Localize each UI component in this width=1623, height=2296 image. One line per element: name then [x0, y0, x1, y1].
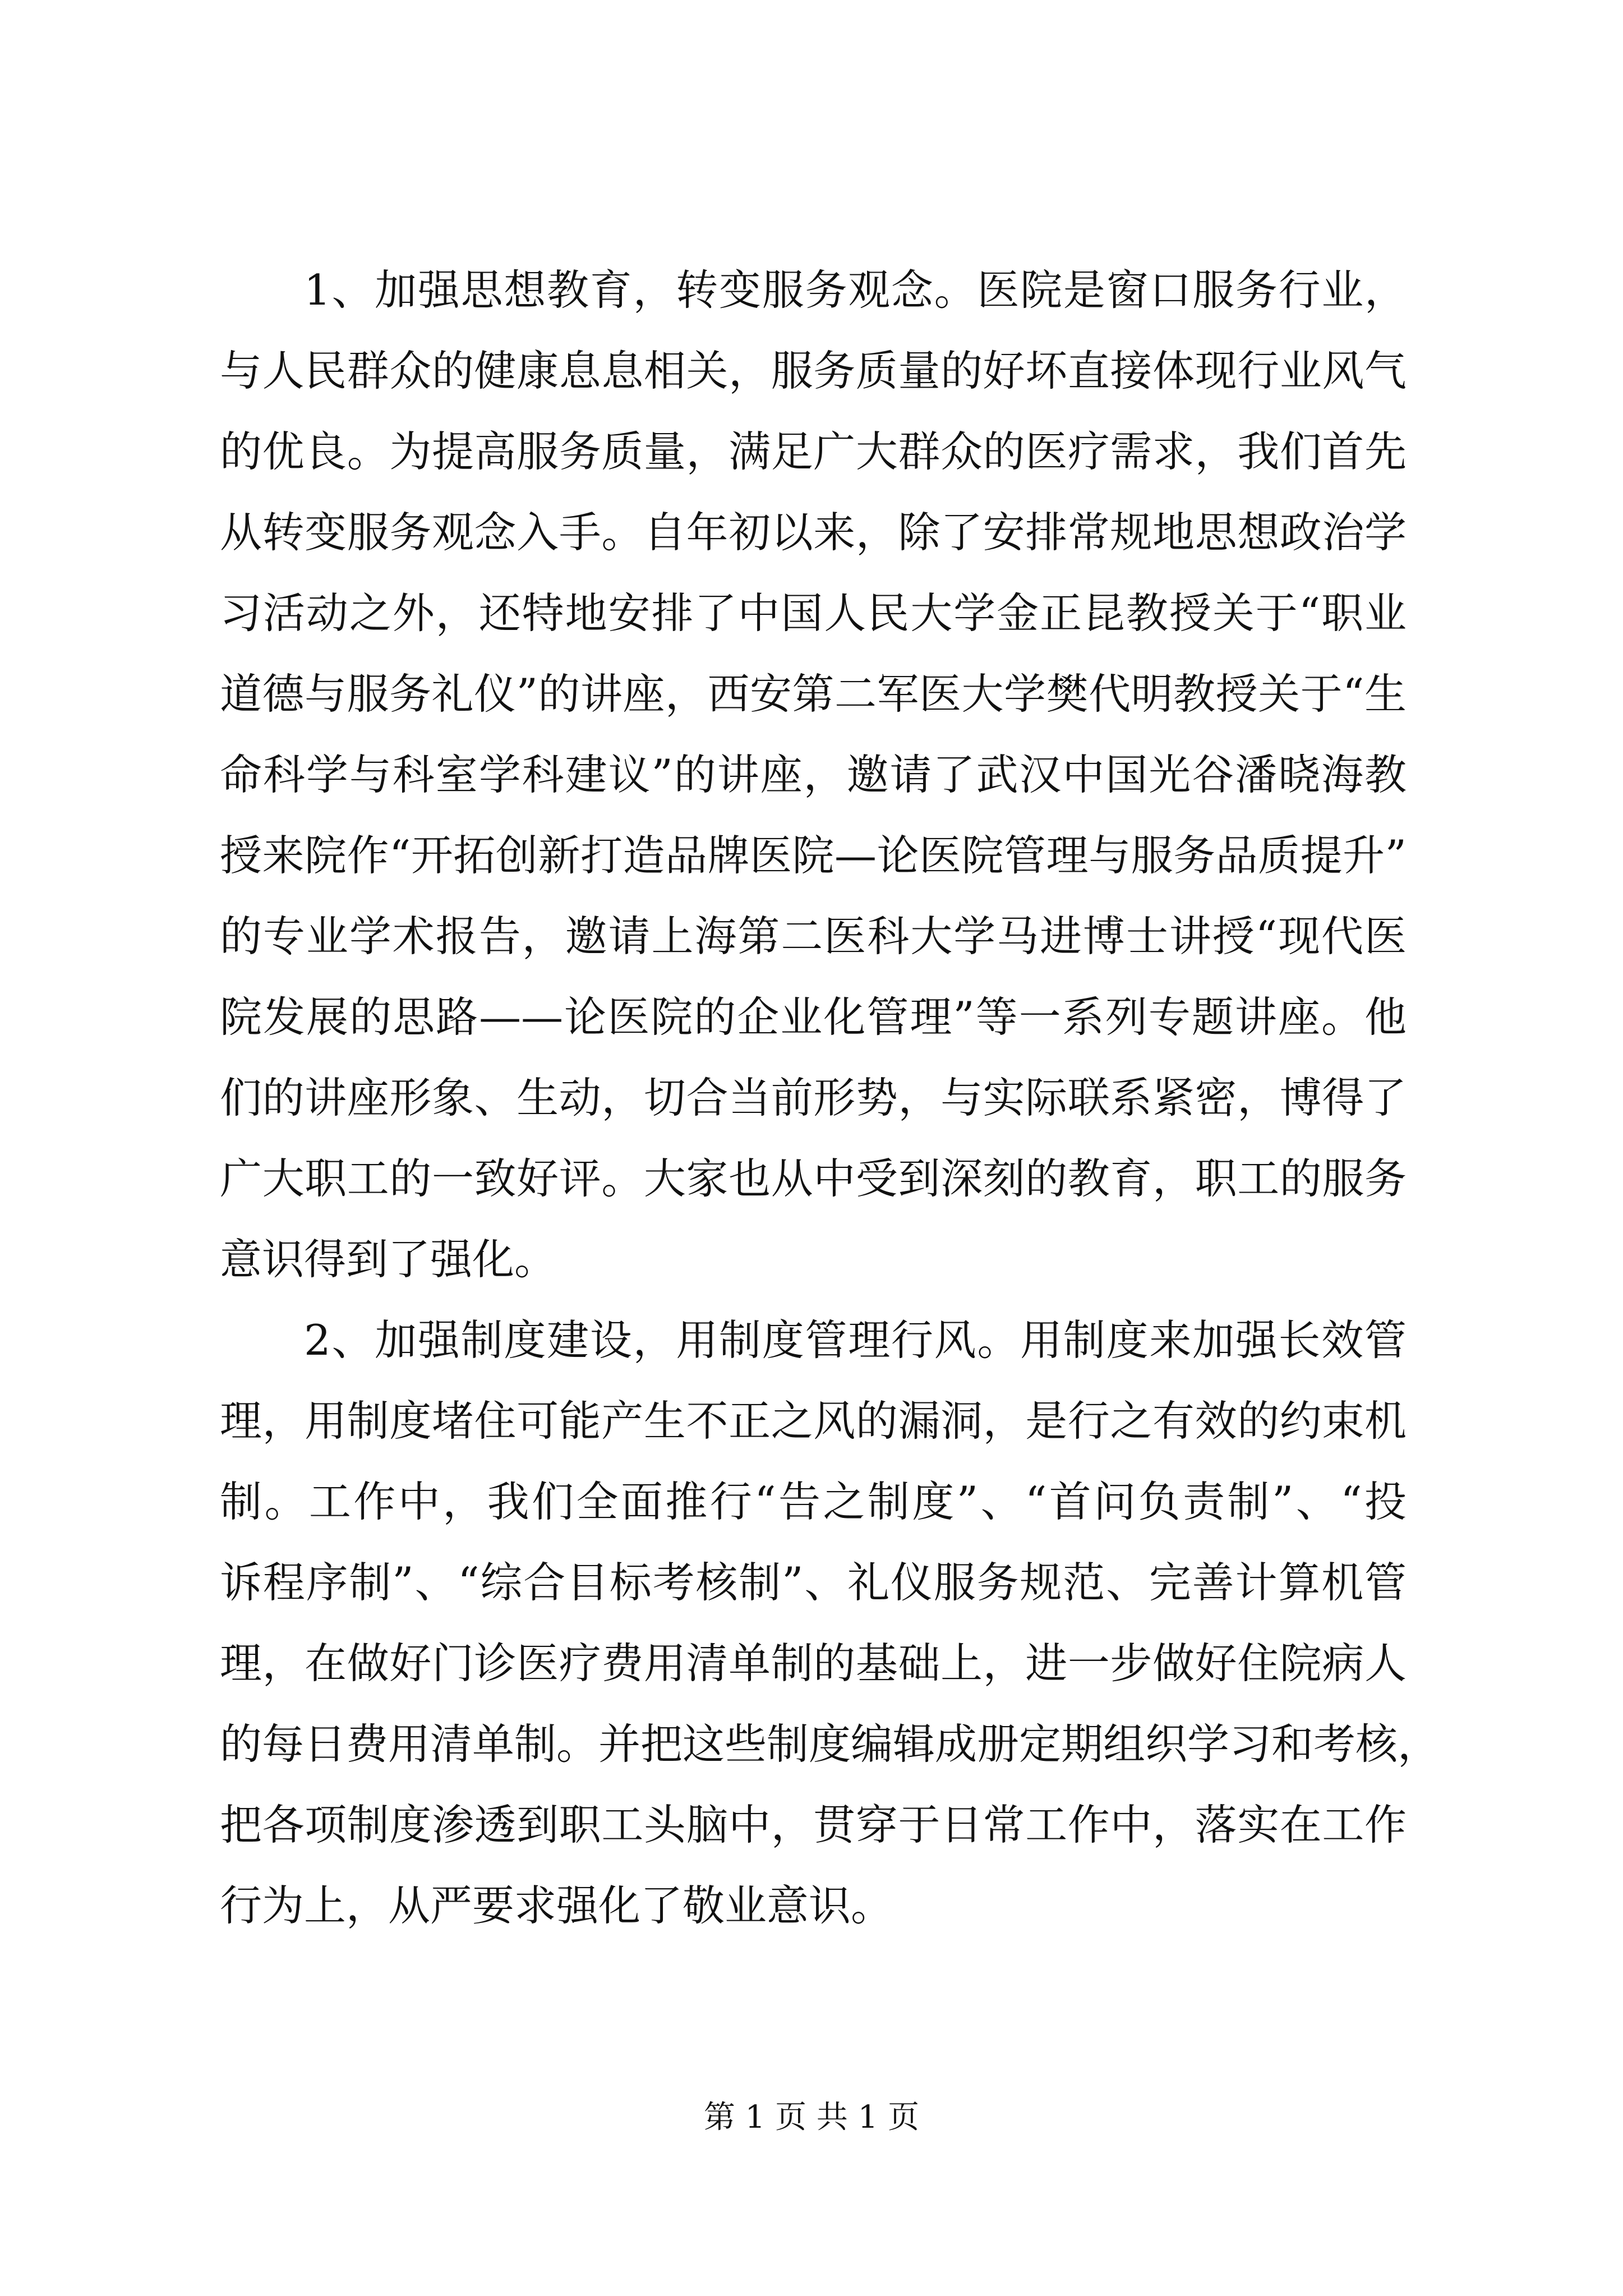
- document-body: [220, 250, 1440, 1946]
- paragraph-line: 的专业学术报告，邀请上海第二医科大学马进博士讲授“现代医: [220, 912, 1407, 961]
- paragraph-line: 理，在做好门诊医疗费用清单制的基础上，进一步做好住院病人: [220, 1639, 1407, 1688]
- paragraph-1: [220, 250, 1407, 1300]
- paragraph-line: 习活动之外，还特地安排了中国人民大学金正昆教授关于“职业: [220, 588, 1407, 638]
- paragraph-line: 意识得到了强化。: [220, 1235, 557, 1284]
- paragraph-line: 授来院作“开拓创新打造品牌医院—论医院管理与服务品质提升”: [220, 831, 1407, 880]
- paragraph-line: 的每日费用清单制。并把这些制度编辑成册定期组织学习和考核，: [220, 1719, 1440, 1769]
- paragraph-line: 从转变服务观念入手。自年初以来，除了安排常规地思想政治学: [220, 508, 1407, 557]
- paragraph-line: 与人民群众的健康息息相关，服务质量的好坏直接体现行业风气: [220, 346, 1407, 395]
- paragraph-line: 命科学与科室学科建议”的讲座，邀请了武汉中国光谷潘晓海教: [220, 750, 1407, 799]
- paragraph-2: [220, 1300, 1440, 1946]
- paragraph-line: 把各项制度渗透到职工头脑中，贯穿于日常工作中，落实在工作: [220, 1800, 1407, 1849]
- page-number-label: 第 1 页 共 1 页: [703, 2099, 920, 2136]
- paragraph-line: 1、加强思想教育，转变服务观念。医院是窗口服务行业，: [304, 265, 1407, 315]
- paragraph-line: 诉程序制”、“综合目标考核制”、礼仪服务规范、完善计算机管: [220, 1558, 1407, 1607]
- paragraph-line: 广大职工的一致好评。大家也从中受到深刻的教育，职工的服务: [220, 1154, 1407, 1203]
- paragraph-line: 院发展的思路——论医院的企业化管理”等一系列专题讲座。他: [220, 992, 1407, 1042]
- paragraph-line: 制。工作中，我们全面推行“告之制度”、“首问负责制”、“投: [220, 1477, 1407, 1526]
- paragraph-line: 们的讲座形象、生动，切合当前形势，与实际联系紧密，博得了: [220, 1073, 1407, 1122]
- page-footer: [0, 2095, 1623, 2140]
- paragraph-line: 道德与服务礼仪”的讲座，西安第二军医大学樊代明教授关于“生: [220, 669, 1407, 719]
- paragraph-line: 的优良。为提高服务质量，满足广大群众的医疗需求，我们首先: [220, 427, 1407, 476]
- paragraph-line: 2、加强制度建设，用制度管理行风。用制度来加强长效管: [304, 1315, 1407, 1365]
- paragraph-line: 理，用制度堵住可能产生不正之风的漏洞，是行之有效的约束机: [220, 1396, 1407, 1446]
- paragraph-line: 行为上，从严要求强化了敬业意识。: [220, 1881, 893, 1930]
